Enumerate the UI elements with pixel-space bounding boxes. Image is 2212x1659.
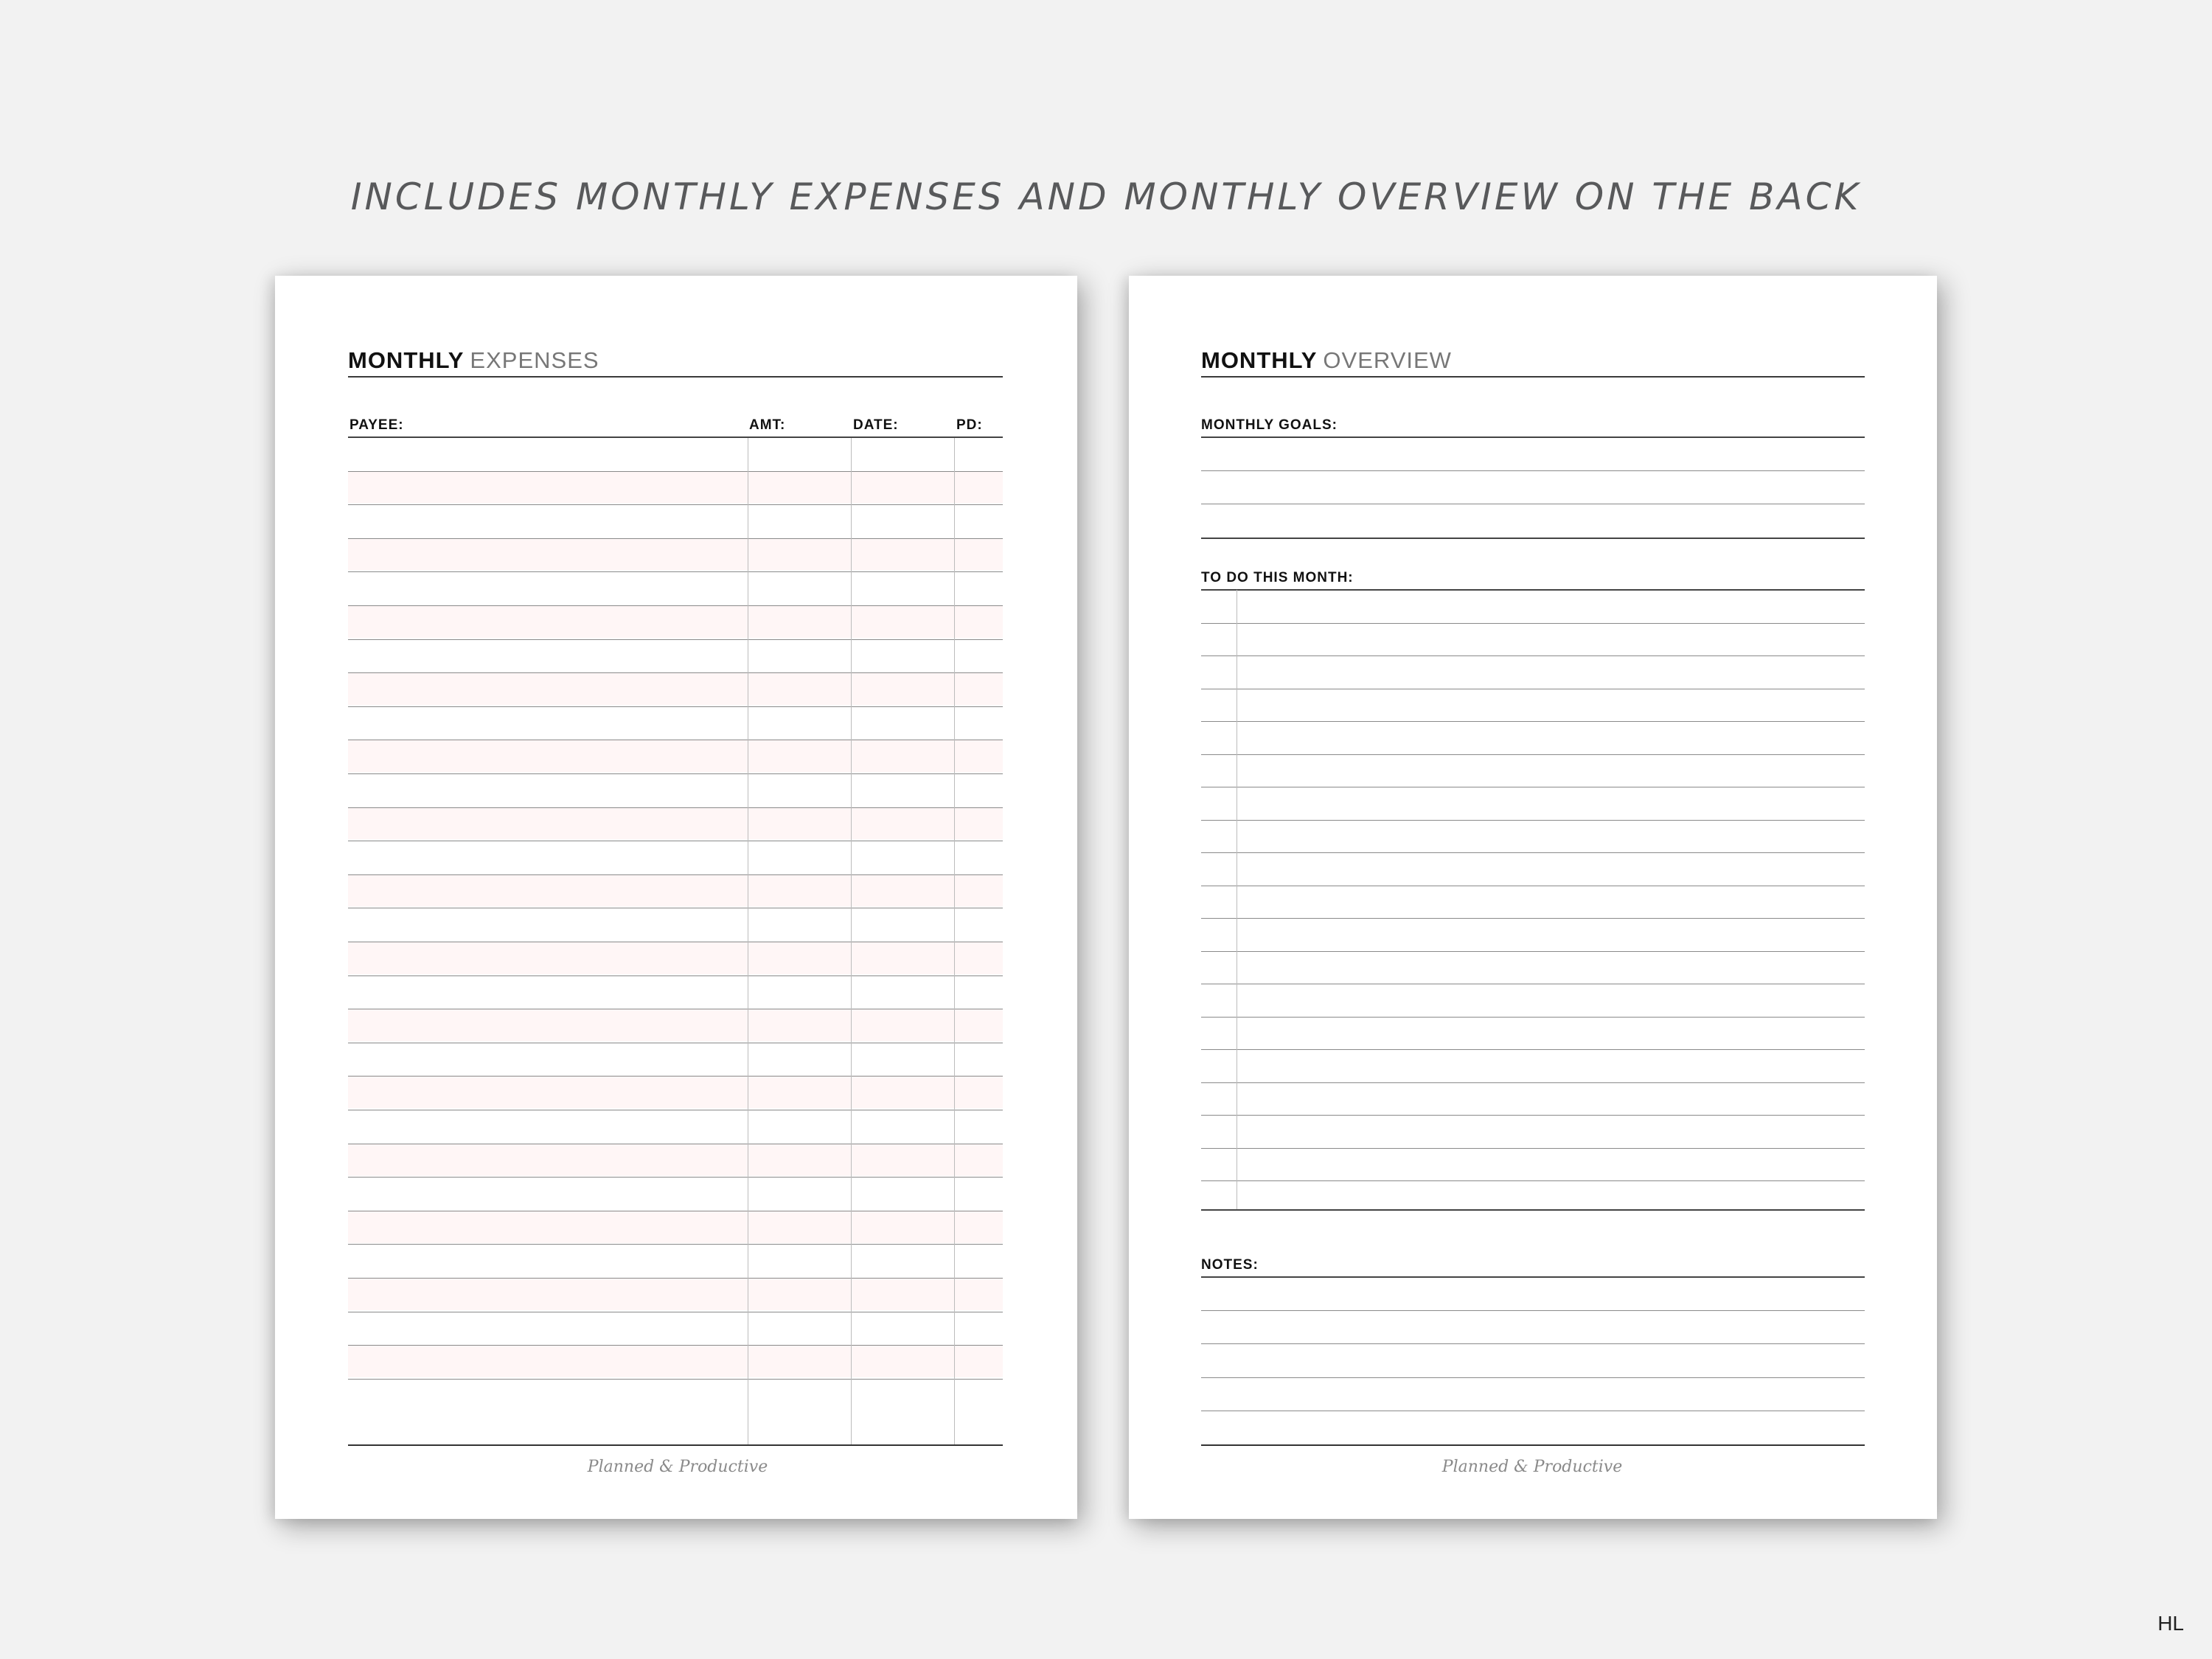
expense-column-divider	[851, 438, 852, 1444]
expense-row-line	[348, 773, 1003, 774]
todo-line	[1201, 1082, 1865, 1083]
monthly-expenses-sheet	[275, 276, 1077, 1519]
svg-text:Planned & Productive: Planned & Productive	[1441, 1458, 1623, 1476]
todo-line	[1201, 721, 1865, 722]
todo-bottom-rule	[1201, 1209, 1865, 1211]
notes-bottom-rule	[1201, 1444, 1865, 1446]
headline: INCLUDES MONTHLY EXPENSES AND MONTHLY OVERVIEW ON THE BACK	[350, 175, 1862, 218]
todo-line	[1201, 918, 1865, 919]
todo-line	[1201, 623, 1865, 624]
expenses-title-rule	[348, 376, 1003, 378]
expense-row-line	[348, 1177, 1003, 1178]
expenses-title	[348, 347, 599, 374]
expense-row-line	[348, 605, 1003, 606]
monthly-overview-sheet	[1129, 276, 1937, 1519]
planned-productive-logo	[1436, 1451, 1628, 1481]
paid-column-header: PD:	[956, 417, 983, 433]
todo-label: TO DO THIS MONTH:	[1201, 570, 1354, 585]
expense-row-line	[348, 538, 1003, 539]
expense-row-shade	[348, 1009, 1003, 1041]
goals-bottom-rule	[1201, 538, 1865, 539]
expense-row-shade	[348, 807, 1003, 840]
expense-row-line	[348, 672, 1003, 673]
notes-line	[1201, 1377, 1865, 1378]
overview-title-rule	[1201, 376, 1865, 378]
expenses-title-bold: MONTHLY	[348, 347, 465, 373]
todo-header-rule	[1201, 589, 1865, 591]
expenses-header-rule	[348, 437, 1003, 438]
expense-row-shade	[348, 1345, 1003, 1377]
expense-row-line	[348, 571, 1003, 572]
payee-column-header: PAYEE:	[349, 417, 404, 433]
todo-line	[1201, 1049, 1865, 1050]
planned-productive-logo	[582, 1451, 773, 1481]
overview-title-light: OVERVIEW	[1323, 347, 1452, 373]
notes-line	[1201, 1310, 1865, 1311]
expense-row-line	[348, 471, 1003, 472]
expense-column-divider	[954, 438, 955, 1444]
expense-row-shade	[348, 874, 1003, 907]
expense-row-line	[348, 874, 1003, 875]
expense-row-line	[348, 1244, 1003, 1245]
amount-column-header: AMT:	[749, 417, 786, 433]
todo-line	[1201, 1115, 1865, 1116]
expense-row-shade	[348, 605, 1003, 638]
overview-title-bold: MONTHLY	[1201, 347, 1318, 373]
todo-line	[1201, 820, 1865, 821]
notes-header-rule	[1201, 1276, 1865, 1278]
expense-row-shade	[348, 471, 1003, 504]
expenses-bottom-rule	[348, 1444, 1003, 1446]
todo-line	[1201, 1148, 1865, 1149]
expense-row-shade	[348, 942, 1003, 974]
expenses-title-light: EXPENSES	[470, 347, 599, 373]
expense-row-shade	[348, 740, 1003, 772]
expense-row-shade	[348, 1076, 1003, 1108]
expense-row-line	[348, 706, 1003, 707]
expense-row-shade	[348, 1278, 1003, 1310]
goals-header-rule	[1201, 437, 1865, 438]
notes-line	[1201, 1343, 1865, 1344]
expense-row-shade	[348, 672, 1003, 705]
notes-label: NOTES:	[1201, 1257, 1259, 1273]
todo-line	[1201, 951, 1865, 952]
todo-line	[1201, 1180, 1865, 1181]
expense-row-shade	[348, 1211, 1003, 1243]
monthly-goals-label: MONTHLY GOALS:	[1201, 417, 1338, 433]
expense-row-shade	[348, 1144, 1003, 1176]
overview-title	[1201, 347, 1452, 374]
todo-line	[1201, 1017, 1865, 1018]
expense-row-line	[348, 1345, 1003, 1346]
expense-row-line	[348, 639, 1003, 640]
expense-row-line	[348, 1379, 1003, 1380]
expense-row-line	[348, 504, 1003, 505]
expense-row-line	[348, 1076, 1003, 1077]
expense-row-line	[348, 975, 1003, 976]
expense-row-shade	[348, 538, 1003, 571]
goal-line	[1201, 470, 1865, 471]
date-column-header: DATE:	[853, 417, 899, 433]
corner-mark: HL	[2157, 1612, 2184, 1635]
todo-line	[1201, 852, 1865, 853]
svg-text:Planned & Productive: Planned & Productive	[587, 1458, 768, 1476]
expense-row-line	[348, 807, 1003, 808]
expense-row-line	[348, 1278, 1003, 1279]
todo-line	[1201, 655, 1865, 656]
todo-line	[1201, 754, 1865, 755]
